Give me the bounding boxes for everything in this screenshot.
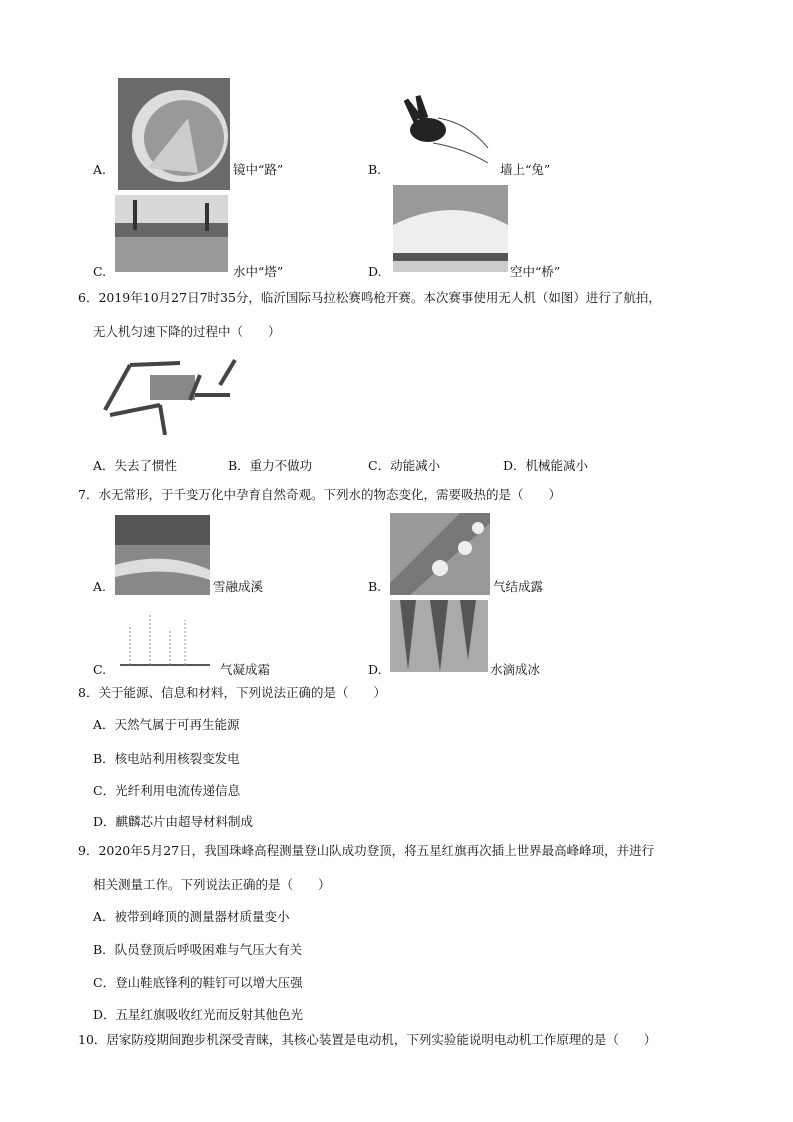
icicle-image bbox=[390, 600, 488, 672]
q5-option-a-caption: 镜中“路” bbox=[233, 162, 284, 177]
frost-image bbox=[115, 610, 215, 667]
q10-stem: 10．居家防疫期间跑步机深受青睐，其核心装置是电动机，下列实验能说明电动机工作原理的是（ ） bbox=[78, 1032, 657, 1047]
drone-image bbox=[100, 355, 245, 435]
q9-option-c: C．登山鞋底锋利的鞋钉可以增大压强 bbox=[93, 975, 303, 990]
q7-option-a-caption: 雪融成溪 bbox=[213, 579, 264, 594]
q6-stem-line2: 无人机匀速下降的过程中（ ） bbox=[93, 324, 281, 339]
q6-stem-line1: 6．2019年10月27日7时35分，临沂国际马拉松赛鸣枪开赛。本次赛事使用无人机（如图）进行了航拍， bbox=[78, 290, 661, 305]
q7-option-b-letter: B. bbox=[368, 579, 382, 594]
q9-option-d: D．五星红旗吸收红光而反射其他色光 bbox=[93, 1007, 304, 1022]
q5-option-b-letter: B. bbox=[368, 162, 382, 177]
q7-option-d-letter: D. bbox=[368, 662, 382, 677]
q7-option-a-letter: A. bbox=[93, 579, 107, 594]
q8-option-d: D．麒麟芯片由超导材料制成 bbox=[93, 814, 254, 829]
mirror-road-image bbox=[118, 78, 230, 190]
q9-option-a: A．被带到峰顶的测量器材质量变小 bbox=[93, 909, 290, 924]
sky-bridge-image bbox=[393, 185, 508, 272]
wall-rabbit-image bbox=[388, 88, 490, 165]
q7-option-c-caption: 气凝成霜 bbox=[220, 662, 271, 677]
q8-stem: 8．关于能源、信息和材料，下列说法正确的是（ ） bbox=[78, 685, 386, 700]
q5-option-c-letter: C. bbox=[93, 264, 107, 279]
q5-option-a-letter: A. bbox=[93, 162, 107, 177]
q8-option-b: B．核电站利用核裂变发电 bbox=[93, 751, 240, 766]
q9-stem-line2: 相关测量工作。下列说法正确的是（ ） bbox=[93, 877, 331, 892]
q8-option-a: A．天然气属于可再生能源 bbox=[93, 717, 240, 732]
water-tower-image bbox=[115, 195, 228, 272]
dew-image bbox=[390, 513, 490, 595]
q9-stem-line1: 9．2020年5月27日，我国珠峰高程测量登山队成功登顶，将五星红旗再次插上世界最高峰峰项，并进行 bbox=[78, 843, 655, 858]
q8-option-c: C．光纤利用电流传递信息 bbox=[93, 783, 241, 798]
q7-option-b-caption: 气结成露 bbox=[493, 579, 544, 594]
q5-option-d-caption: 空中“桥” bbox=[510, 264, 561, 279]
q6-option-b: B．重力不做功 bbox=[228, 458, 313, 473]
q7-stem: 7．水无常形，于千变万化中孕育自然奇观。下列水的物态变化，需要吸热的是（ ） bbox=[78, 487, 561, 502]
q7-option-c-letter: C. bbox=[93, 662, 107, 677]
q5-option-b-caption: 墙上“兔” bbox=[500, 162, 551, 177]
q6-option-d: D．机械能减小 bbox=[503, 458, 589, 473]
q7-option-d-caption: 水滴成冰 bbox=[490, 662, 541, 677]
q5-option-d-letter: D. bbox=[368, 264, 382, 279]
q6-option-a: A．失去了惯性 bbox=[93, 458, 178, 473]
q6-option-c: C．动能减小 bbox=[368, 458, 441, 473]
snow-stream-image bbox=[115, 515, 210, 595]
q5-option-c-caption: 水中“塔” bbox=[233, 264, 284, 279]
q9-option-b: B．队员登顶后呼吸困难与气压大有关 bbox=[93, 942, 303, 957]
